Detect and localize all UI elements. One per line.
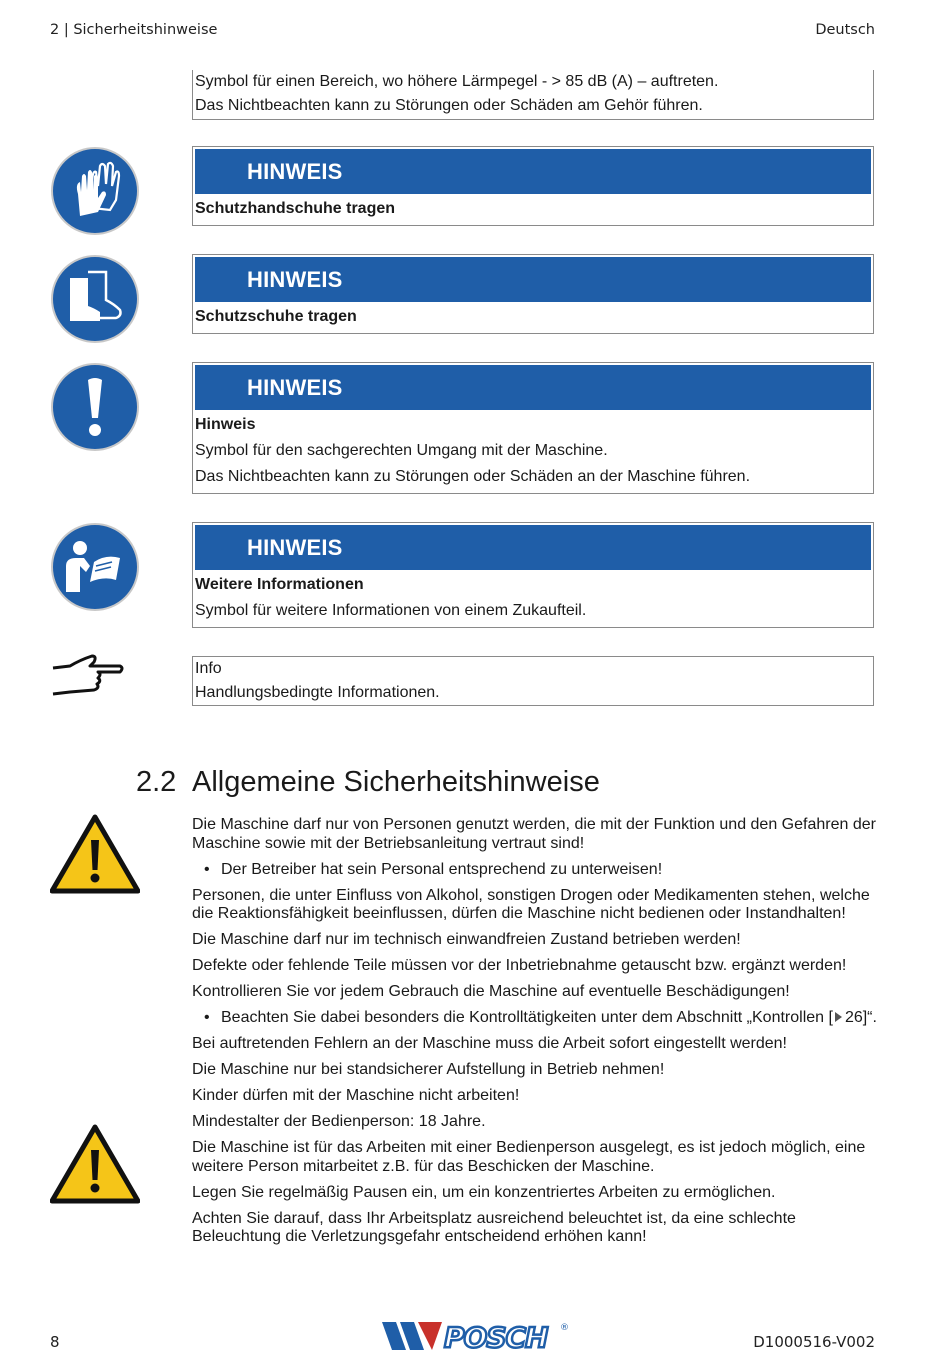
paragraph: Kinder dürfen mit der Maschine nicht arbeiten! xyxy=(192,1087,520,1104)
list-item-text: Beachten Sie dabei besonders die Kontrolltätigkeiten unter dem Abschnitt „Kontrollen [ xyxy=(221,1009,833,1026)
logo-registered-mark: ® xyxy=(560,1323,569,1333)
paragraph: Die Maschine nur bei standsicherer Aufstellung in Betrieb nehmen! xyxy=(192,1061,665,1078)
arrow-right-icon xyxy=(835,1012,842,1022)
read-manual-icon xyxy=(50,522,140,617)
notice-heading: HINWEIS xyxy=(195,257,871,302)
notice-box-more-info xyxy=(192,522,874,628)
section-number: 2.2 xyxy=(136,766,177,798)
list-item xyxy=(192,1009,878,1028)
notice-line2: Das Nichtbeachten kann zu Störungen oder Schäden an der Maschine führen. xyxy=(195,468,751,485)
info-box xyxy=(192,656,874,706)
paragraph: Achten Sie darauf, dass Ihr Arbeitsplatz ausreichend beleuchtet ist, da eine schlechte Beleuchtung die Verletzungsgefahr entscheidend erhöhen kann! xyxy=(192,1209,796,1245)
noise-notice-line2: Das Nichtbeachten kann zu Störungen oder Schäden am Gehör führen. xyxy=(195,97,703,114)
notice-heading: HINWEIS xyxy=(195,149,871,194)
paragraph: Kontrollieren Sie vor jedem Gebrauch die Maschine auf eventuelle Beschädigungen! xyxy=(192,983,790,1000)
header-chapter: 2 | Sicherheitshinweise xyxy=(50,22,218,38)
logo-wordmark: POSCH xyxy=(444,1321,548,1354)
notice-box-general xyxy=(192,362,874,494)
notice-title: Schutzhandschuhe tragen xyxy=(195,200,396,217)
paragraph: Mindestalter der Bedienperson: 18 Jahre. xyxy=(192,1113,486,1130)
notice-title: Weitere Informationen xyxy=(195,576,364,593)
page-number: 8 xyxy=(50,1333,60,1351)
bullet: • xyxy=(204,1009,210,1026)
section-body xyxy=(192,816,878,1254)
document-id: D1000516-V002 xyxy=(753,1333,875,1351)
notice-title: Schutzschuhe tragen xyxy=(195,308,357,325)
bullet: • xyxy=(204,860,210,878)
pointing-hand-icon xyxy=(50,654,126,705)
notice-heading: HINWEIS xyxy=(195,525,871,570)
paragraph: Bei auftretenden Fehlern an der Maschine muss die Arbeit sofort eingestellt werden! xyxy=(192,1035,787,1052)
posch-logo xyxy=(380,1316,580,1361)
info-text: Handlungsbedingte Informationen. xyxy=(195,684,440,701)
paragraph: Die Maschine darf nur im technisch einwandfreien Zustand betrieben werden! xyxy=(192,931,741,948)
boots-icon xyxy=(50,254,140,349)
warning-triangle-icon xyxy=(50,814,140,899)
notice-box-gloves xyxy=(192,146,874,226)
list-item xyxy=(192,861,878,880)
warning-triangle-icon xyxy=(50,1124,140,1209)
list-item-text: Der Betreiber hat sein Personal entsprechend zu unterweisen! xyxy=(221,860,663,878)
gloves-icon xyxy=(50,146,140,241)
exclamation-icon xyxy=(50,362,140,457)
paragraph: Defekte oder fehlende Teile müssen vor der Inbetriebnahme getauscht bzw. ergänzt werden! xyxy=(192,957,847,974)
section-title: Allgemeine Sicherheitshinweise xyxy=(192,766,600,798)
noise-notice-line1: Symbol für einen Bereich, wo höhere Lärmpegel - > 85 dB (A) – auftreten. xyxy=(195,73,719,90)
paragraph: Legen Sie regelmäßig Pausen ein, um ein konzentriertes Arbeiten zu ermöglichen. xyxy=(192,1183,776,1201)
info-title: Info xyxy=(195,660,222,677)
paragraph: Die Maschine darf nur von Personen genutzt werden, die mit der Funktion und den Gefahren der Maschine sowie mit der Betriebsanleitung vertraut sind! xyxy=(192,816,876,852)
notice-box-boots xyxy=(192,254,874,334)
header-language: Deutsch xyxy=(815,22,875,38)
page-reference-text: 26]“. xyxy=(844,1009,877,1026)
noise-notice-box xyxy=(192,70,874,120)
paragraph: Personen, die unter Einfluss von Alkohol, sonstigen Drogen oder Medikamenten stehen, welche die Reaktionsfähigkeit beeinflussen, dürfen die Maschine nicht bedienen oder Instandhalten! xyxy=(192,886,870,922)
paragraph: Die Maschine ist für das Arbeiten mit einer Bedienperson ausgelegt, es ist jedoch möglich, eine weitere Person mitarbeitet z.B. für das Beschicken der Maschine. xyxy=(192,1139,866,1175)
page-reference-link[interactable] xyxy=(833,1009,877,1026)
notice-line1: Symbol für weitere Informationen von einem Zukaufteil. xyxy=(195,602,587,619)
notice-title: Hinweis xyxy=(195,416,256,433)
notice-line1: Symbol für den sachgerechten Umgang mit der Maschine. xyxy=(195,442,608,459)
notice-heading: HINWEIS xyxy=(195,365,871,410)
